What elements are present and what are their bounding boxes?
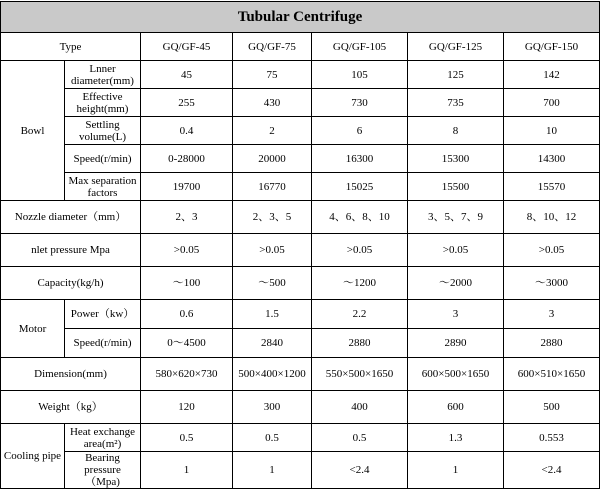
- table-cell: 1.5: [233, 300, 312, 329]
- table-cell: >0.05: [141, 234, 233, 267]
- row-label: Weight（kg）: [1, 391, 141, 424]
- table-cell: 105: [312, 61, 408, 89]
- table-cell: 45: [141, 61, 233, 89]
- table-cell: 14300: [504, 145, 600, 173]
- table-cell: 2880: [504, 329, 600, 358]
- title-row: [1, 2, 600, 33]
- row-label: Settling volume(L): [65, 117, 141, 145]
- row-label: Max separation factors: [65, 173, 141, 201]
- table-cell: 0.5: [312, 424, 408, 452]
- table-cell: 16770: [233, 173, 312, 201]
- row-label: Lnner diameter(mm): [65, 61, 141, 89]
- table-row: [1, 452, 600, 489]
- row-label: nlet pressure Mpa: [1, 234, 141, 267]
- table-cell: 2、3、5: [233, 201, 312, 234]
- table-cell: 2.2: [312, 300, 408, 329]
- table-cell: 300: [233, 391, 312, 424]
- table-cell: 1: [141, 452, 233, 489]
- row-label: Power（kw）: [65, 300, 141, 329]
- table-cell: 600: [408, 391, 504, 424]
- table-cell: 2: [233, 117, 312, 145]
- table-cell: 500×400×1200: [233, 358, 312, 391]
- table-cell: 400: [312, 391, 408, 424]
- cooling-group-label: Cooling pipe: [1, 424, 65, 489]
- table-cell: 730: [312, 89, 408, 117]
- table-row: [1, 329, 600, 358]
- bowl-group-label: Bowl: [1, 61, 65, 201]
- table-row: [1, 201, 600, 234]
- row-label: Nozzle diameter（mm）: [1, 201, 141, 234]
- table-cell: 600×510×1650: [504, 358, 600, 391]
- spec-table: [0, 1, 600, 489]
- table-cell: 4、6、8、10: [312, 201, 408, 234]
- table-row: [1, 300, 600, 329]
- table-cell: 3: [504, 300, 600, 329]
- table-cell: 15025: [312, 173, 408, 201]
- row-label: Capacity(kg/h): [1, 267, 141, 300]
- table-cell: 0.553: [504, 424, 600, 452]
- table-cell: 8、10、12: [504, 201, 600, 234]
- table-cell: 15500: [408, 173, 504, 201]
- table-cell: 120: [141, 391, 233, 424]
- table-cell: 0.5: [141, 424, 233, 452]
- table-cell: ～3000: [504, 267, 600, 300]
- table-row: [1, 89, 600, 117]
- table-cell: 3: [408, 300, 504, 329]
- table-cell: 0.6: [141, 300, 233, 329]
- table-cell: 125: [408, 61, 504, 89]
- table-cell: 1: [233, 452, 312, 489]
- table-cell: ～500: [233, 267, 312, 300]
- table-cell: ～1200: [312, 267, 408, 300]
- table-row: [1, 234, 600, 267]
- table-cell: 735: [408, 89, 504, 117]
- table-cell: 3、5、7、9: [408, 201, 504, 234]
- table-cell: 2840: [233, 329, 312, 358]
- row-label: Bearing pressure（Mpa): [65, 452, 141, 489]
- table-cell: 15570: [504, 173, 600, 201]
- table-cell: 6: [312, 117, 408, 145]
- table-cell: 0.4: [141, 117, 233, 145]
- table-cell: <2.4: [312, 452, 408, 489]
- table-cell: 0-28000: [141, 145, 233, 173]
- model-header: GQ/GF-125: [408, 33, 504, 61]
- table-cell: 0～4500: [141, 329, 233, 358]
- table-cell: 16300: [312, 145, 408, 173]
- table-cell: 8: [408, 117, 504, 145]
- row-label: Speed(r/min): [65, 329, 141, 358]
- row-label: Speed(r/min): [65, 145, 141, 173]
- table-cell: 19700: [141, 173, 233, 201]
- table-cell: 580×620×730: [141, 358, 233, 391]
- row-label: Dimension(mm): [1, 358, 141, 391]
- table-row: [1, 391, 600, 424]
- table-cell: 700: [504, 89, 600, 117]
- table-row: [1, 61, 600, 89]
- table-row: [1, 267, 600, 300]
- table-cell: >0.05: [408, 234, 504, 267]
- table-cell: 600×500×1650: [408, 358, 504, 391]
- table-cell: 0.5: [233, 424, 312, 452]
- table-cell: 430: [233, 89, 312, 117]
- table-cell: >0.05: [312, 234, 408, 267]
- model-header: GQ/GF-150: [504, 33, 600, 61]
- table-cell: 500: [504, 391, 600, 424]
- table-row: [1, 424, 600, 452]
- table-row: [1, 117, 600, 145]
- motor-group-label: Motor: [1, 300, 65, 358]
- table-cell: ～100: [141, 267, 233, 300]
- table-cell: 1.3: [408, 424, 504, 452]
- table-cell: >0.05: [233, 234, 312, 267]
- table-cell: 550×500×1650: [312, 358, 408, 391]
- table-cell: 1: [408, 452, 504, 489]
- table-row: [1, 173, 600, 201]
- table-cell: 15300: [408, 145, 504, 173]
- table-cell: >0.05: [504, 234, 600, 267]
- type-row: [1, 33, 600, 61]
- table-cell: 2890: [408, 329, 504, 358]
- table-cell: 2880: [312, 329, 408, 358]
- type-label: Type: [1, 33, 141, 61]
- table-row: [1, 145, 600, 173]
- table-cell: 255: [141, 89, 233, 117]
- table-title: Tubular Centrifuge: [1, 2, 600, 33]
- table-cell: ～2000: [408, 267, 504, 300]
- table-cell: 142: [504, 61, 600, 89]
- model-header: GQ/GF-105: [312, 33, 408, 61]
- model-header: GQ/GF-75: [233, 33, 312, 61]
- table-cell: <2.4: [504, 452, 600, 489]
- table-cell: 10: [504, 117, 600, 145]
- row-label: Effective height(mm): [65, 89, 141, 117]
- row-label: Heat exchange area(m²): [65, 424, 141, 452]
- table-row: [1, 358, 600, 391]
- table-cell: 75: [233, 61, 312, 89]
- model-header: GQ/GF-45: [141, 33, 233, 61]
- table-cell: 20000: [233, 145, 312, 173]
- table-cell: 2、3: [141, 201, 233, 234]
